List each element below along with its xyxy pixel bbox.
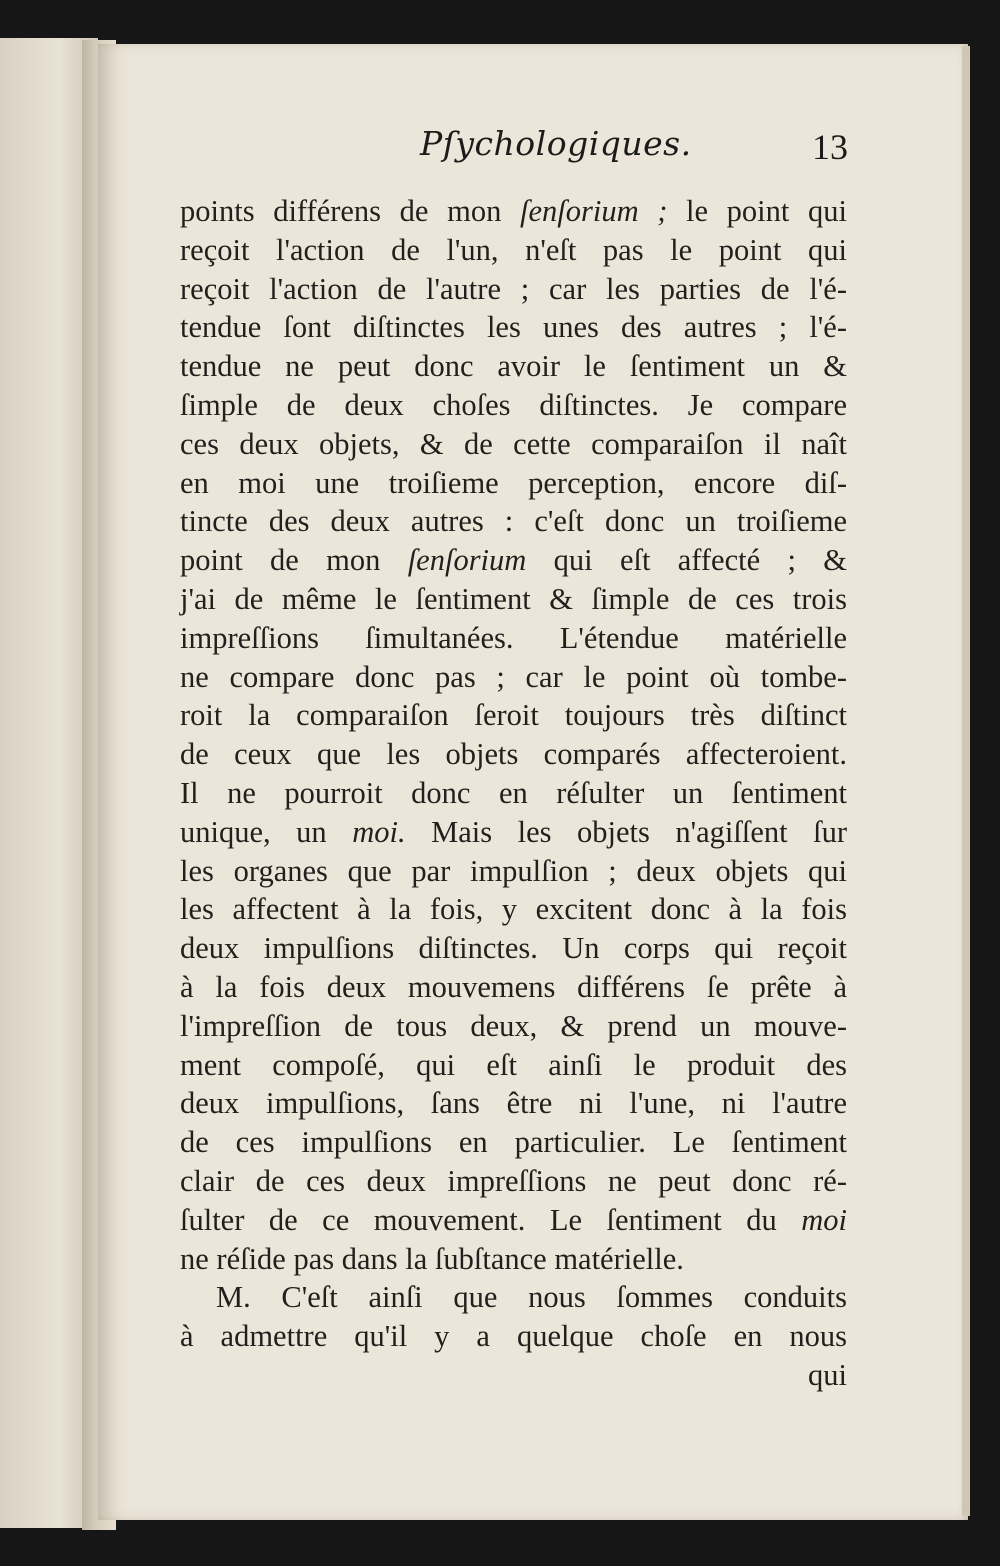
text-line: ſimple de deux choſes diſtinctes. Je compare [180, 387, 847, 422]
text-line: ment compoſé, qui eſt ainſi le produit des [180, 1047, 847, 1082]
text-line: impreſſions ſimultanées. L'étendue matérielle [180, 620, 847, 655]
page-number: 13 [812, 127, 848, 167]
text-line: l'impreſſion de tous deux, & prend un mouve- [180, 1008, 847, 1043]
text-line: roit la comparaiſon ſeroit toujours très diſtinct [180, 698, 847, 733]
running-head: Pſychologiques. [420, 124, 692, 163]
text-line: point de mon ſenſorium qui eſt affecté ; & [180, 543, 847, 578]
text-line: clair de ces deux impreſſions ne peut donc ré- [180, 1163, 847, 1198]
text-line: reçoit l'action de l'un, n'eſt pas le point qui [180, 232, 847, 267]
text-line: à admettre qu'il y a quelque choſe en nous [180, 1319, 847, 1354]
text-line: à la fois deux mouvemens différens ſe prête à [180, 969, 847, 1004]
text-line: de ces impulſions en particulier. Le ſentiment [180, 1125, 847, 1160]
paragraph-end-line: ne réſide pas dans la ſubſtance matérielle. [180, 1241, 684, 1276]
page-fore-edge [962, 46, 970, 1516]
text-line: les organes que par impulſion ; deux objets qui [180, 853, 847, 888]
text-line: Il ne pourroit donc en réſulter un ſentiment [180, 775, 847, 810]
text-line: en moi une troiſieme perception, encore diſ- [180, 465, 847, 500]
text-line: les affectent à la fois, y excitent donc à la fois [180, 892, 847, 927]
body-text [180, 192, 847, 1395]
text-line: tendue ſont diſtinctes les unes des autres ; l'é- [180, 310, 847, 345]
text-line: j'ai de même le ſentiment & ſimple de ces trois [180, 581, 847, 616]
text-line: deux impulſions, ſans être ni l'une, ni l'autre [180, 1086, 847, 1121]
text-line: deux impulſions diſtinctes. Un corps qui reçoit [180, 931, 847, 966]
text-line: de ceux que les objets comparés affecteroient. [180, 737, 847, 772]
text-line: points différens de mon ſenſorium ; le point qui [180, 194, 847, 228]
page-header [98, 120, 968, 170]
text-line: tincte des deux autres : c'eſt donc un troiſieme [180, 504, 847, 539]
text-line: ne compare donc pas ; car le point où tombe- [180, 659, 847, 694]
catchword: qui [808, 1357, 847, 1392]
text-line: reçoit l'action de l'autre ; car les parties de l'é- [180, 271, 847, 306]
text-line: ſulter de ce mouvement. Le ſentiment du moi [180, 1202, 847, 1237]
text-line: tendue ne peut donc avoir le ſentiment un & [180, 349, 847, 384]
text-line: unique, un moi. Mais les objets n'agiſſent ſur [180, 814, 847, 849]
text-line: ces deux objets, & de cette comparaiſon il naît [180, 426, 847, 461]
text-line: M. C'eſt ainſi que nous ſommes conduits [216, 1280, 847, 1315]
